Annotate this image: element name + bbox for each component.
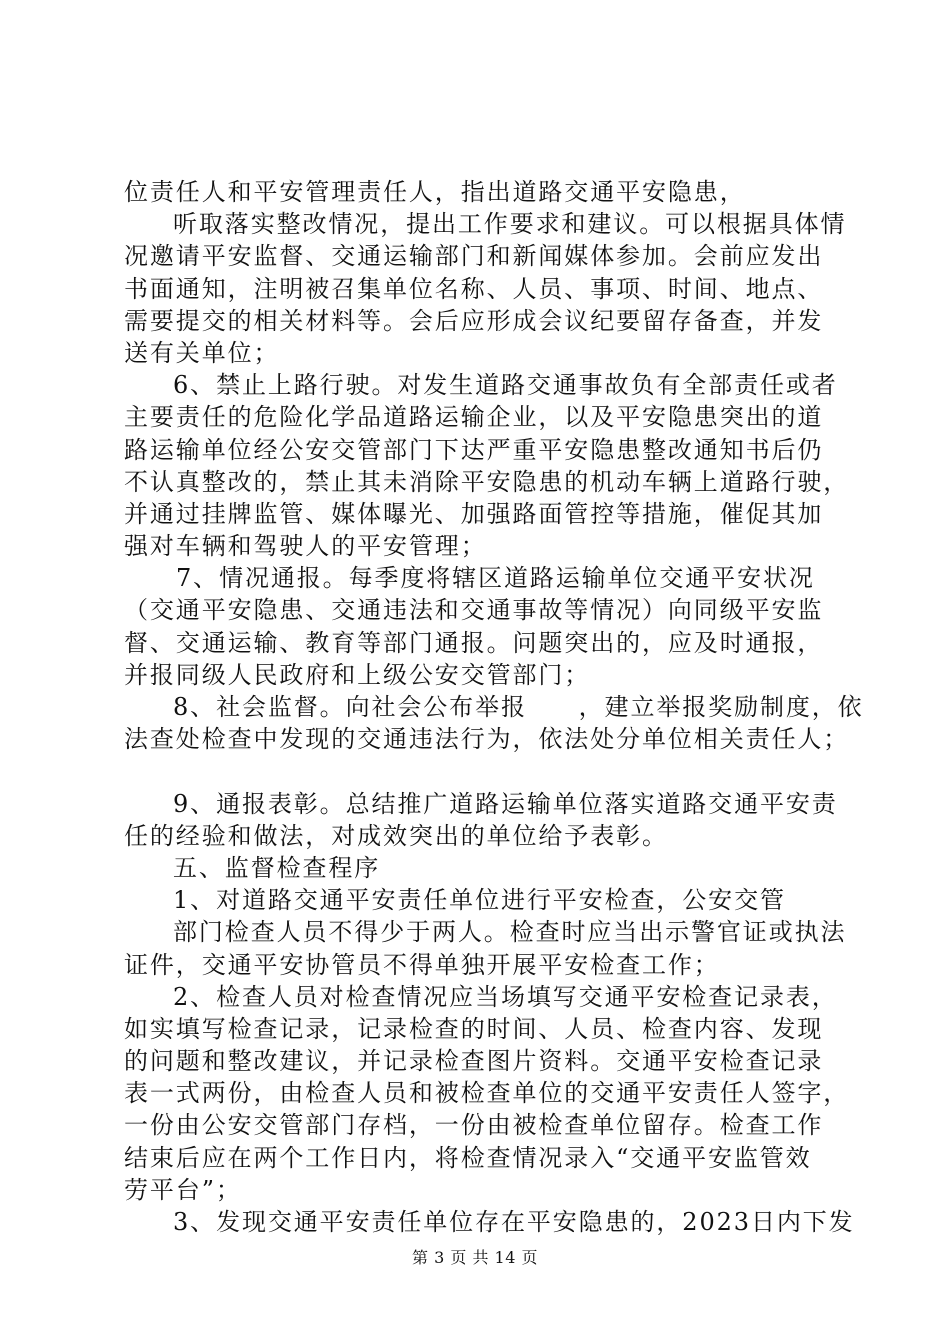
text-line: 督、交通运输、教育等部门通报。问题突出的，应及时通报， (124, 628, 824, 657)
text-line: 送有关单位； (124, 338, 280, 367)
text-line: 并通过挂牌监管、媒体曝光、加强路面管控等措施，催促其加 (124, 499, 824, 528)
text-line: 的问题和整改建议，并记录检查图片资料。交通平安检查记录 (124, 1047, 824, 1076)
text-line: 强对车辆和驾驶人的平安管理； (124, 532, 487, 561)
text-line: 2、检查人员对检查情况应当场填写交通平安检查记录表， (173, 982, 838, 1011)
text-line: 法查处检查中发现的交通违法行为，依法处分单位相关责任人； (124, 725, 850, 754)
document-body (124, 176, 864, 1238)
text-line: 听取落实整改情况，提出工作要求和建议。可以根据具体情 (173, 210, 847, 239)
text-line: 主要责任的危险化学品道路运输企业，以及平安隐患突出的道 (124, 403, 824, 432)
paragraph-gap (124, 755, 844, 787)
text-line: 结束后应在两个工作日内，将检查情况录入“交通平安监管效 (124, 1143, 812, 1172)
text-line: 9、通报表彰。总结推广道路运输单位落实道路交通平安责 (173, 789, 838, 818)
text-line: 路运输单位经公安交管部门下达严重平安隐患整改通知书后仍 (124, 435, 824, 464)
text-line: 劳平台”； (124, 1175, 242, 1204)
text-line: 表一式两份，由检查人员和被检查单位的交通平安责任人签字， (124, 1079, 850, 1108)
text-line: 部门检查人员不得少于两人。检查时应当出示警官证或执法 (173, 918, 847, 947)
page-number-footer: 第 3 页 共 14 页 (412, 1248, 538, 1267)
text-line: 一份由公安交管部门存档，一份由被检查单位留存。检查工作 (124, 1111, 824, 1140)
text-line: 况邀请平安监督、交通运输部门和新闻媒体参加。会前应发出 (124, 242, 824, 271)
text-line: 1、对道路交通平安责任单位进行平安检查，公安交管 (173, 886, 786, 915)
text-line: 如实填写检查记录，记录检查的时间、人员、检查内容、发现 (124, 1014, 824, 1043)
section-heading: 五、监督检查程序 (173, 853, 381, 882)
text-line: 3、发现交通平安责任单位存在平安隐患的，2023日内下发 (173, 1208, 855, 1236)
text-line: 6、禁止上路行驶。对发生道路交通事故负有全部责任或者 (173, 371, 838, 400)
text-line: 需要提交的相关材料等。会后应形成会议纪要留存备查，并发 (124, 306, 824, 335)
text-line: 证件，交通平安协管员不得单独开展平安检查工作； (124, 950, 720, 979)
text-line: 7、情况通报。每季度将辖区道路运输单位交通平安状况 (176, 564, 815, 593)
text-line: 并报同级人民政府和上级公安交管部门； (124, 660, 591, 689)
text-line: （交通平安隐患、交通违法和交通事故等情况）向同级平安监 (124, 596, 824, 625)
text-line: 位责任人和平安管理责任人，指出道路交通平安隐患， (124, 178, 746, 206)
text-line: 8、社会监督。向社会公布举报 ，建立举报奖励制度，依 (173, 693, 864, 721)
text-line: 书面通知，注明被召集单位名称、人员、事项、时间、地点、 (124, 274, 824, 303)
text-line: 任的经验和做法，对成效突出的单位给予表彰。 (124, 821, 668, 850)
text-line: 不认真整改的，禁止其未消除平安隐患的机动车辆上道路行驶， (124, 467, 850, 496)
